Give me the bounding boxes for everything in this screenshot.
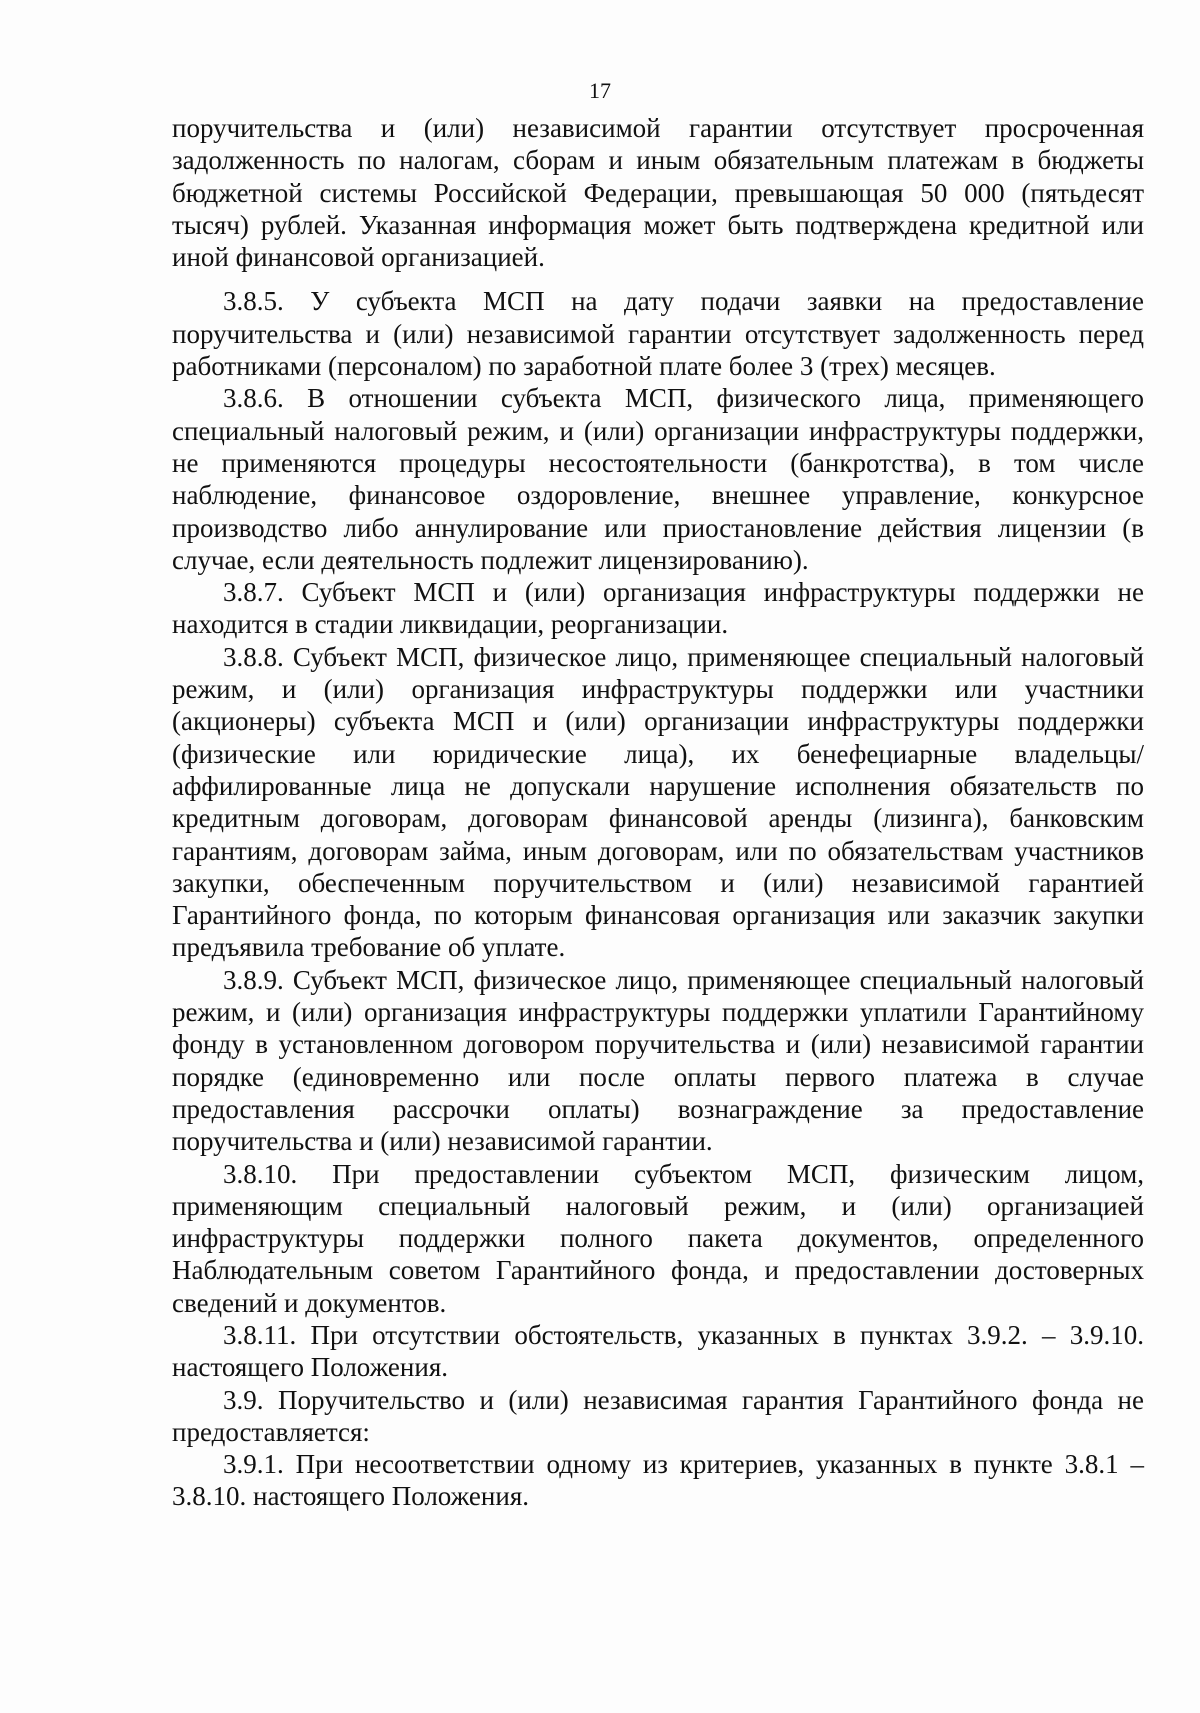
paragraph-3-8-11: 3.8.11. При отсутствии обстоятельств, указанных в пунктах 3.9.2. – 3.9.10. настоящего Положения. [172,1319,1144,1383]
paragraph-3-8-7: 3.8.7. Субъект МСП и (или) организация инфраструктуры поддержки не находится в стадии ликвидации, реорганизации. [172,577,1144,640]
paragraph-3-8-5: 3.8.5. У субъекта МСП на дату подачи заявки на предоставление поручительства и (или) независимой гарантии отсутствует задолженность перед работниками (персоналом) по заработной плате более 3 (трех) месяцев. [172,286,1144,382]
paragraph-3-8-8: 3.8.8. Субъект МСП, физическое лицо, применяющее специальный налоговый режим, и (или) организация инфраструктуры поддержки или участники (акционеры) субъекта МСП и (или) организации инфраструктуры поддержки (физические или юридические лица), их бенефециарные владельцы/аффилированные лица не допускали нарушение исполнения обязательств по кредитным договорам, договорам финансовой аренды (лизинга), банковским гарантиям, договорам займа, иным договорам, или по обязательствам участников закупки, обеспеченным поручительством и (или) независимой гарантией Гарантийного фонда, по которым финансовая организация или заказчик закупки предъявила требование об уплате. [172,641,1144,963]
paragraph-3-8-9: 3.8.9. Субъект МСП, физическое лицо, применяющее специальный налоговый режим, и (или) организация инфраструктуры поддержки уплатили Гарантийному фонду в установленном договором поручительства и (или) независимой гарантии порядке (единовременно или после оплаты первого платежа в случае предоставления рассрочки оплаты) вознаграждение за предоставление поручительства и (или) независимой гарантии. [172,964,1144,1157]
document-body [172,112,1144,1513]
paragraph-3-9: 3.9. Поручительство и (или) независимая гарантия Гарантийного фонда не предоставляется: [172,1384,1144,1447]
page-number: 17 [589,78,611,103]
paragraph-continuation: поручительства и (или) независимой гарантии отсутствует просроченная задолженность по налогам, сборам и иным обязательным платежам в бюджеты бюджетной системы Российской Федерации, превышающая 50 000 (пятьдесят тысяч) рублей. Указанная информация может быть подтверждена кредитной или иной финансовой организацией. [172,113,1144,273]
paragraph-3-9-1: 3.9.1. При несоответствии одному из критериев, указанных в пункте 3.8.1 – 3.8.10. настоящего Положения. [172,1449,1144,1512]
paragraph-3-8-10: 3.8.10. При предоставлении субъектом МСП, физическим лицом, применяющим специальный налоговый режим, и (или) организацией инфраструктуры поддержки полного пакета документов, определенного Наблюдательным советом Гарантийного фонда, и предоставлении достоверных сведений и документов. [172,1158,1144,1318]
paragraph-3-8-6: 3.8.6. В отношении субъекта МСП, физического лица, применяющего специальный налоговый режим, и (или) организации инфраструктуры поддержки, не применяются процедуры несостоятельности (банкротства), в том числе наблюдение, финансовое оздоровление, внешнее управление, конкурсное производство либо аннулирование или приостановление действия лицензии (в случае, если деятельность подлежит лицензированию). [172,383,1144,575]
